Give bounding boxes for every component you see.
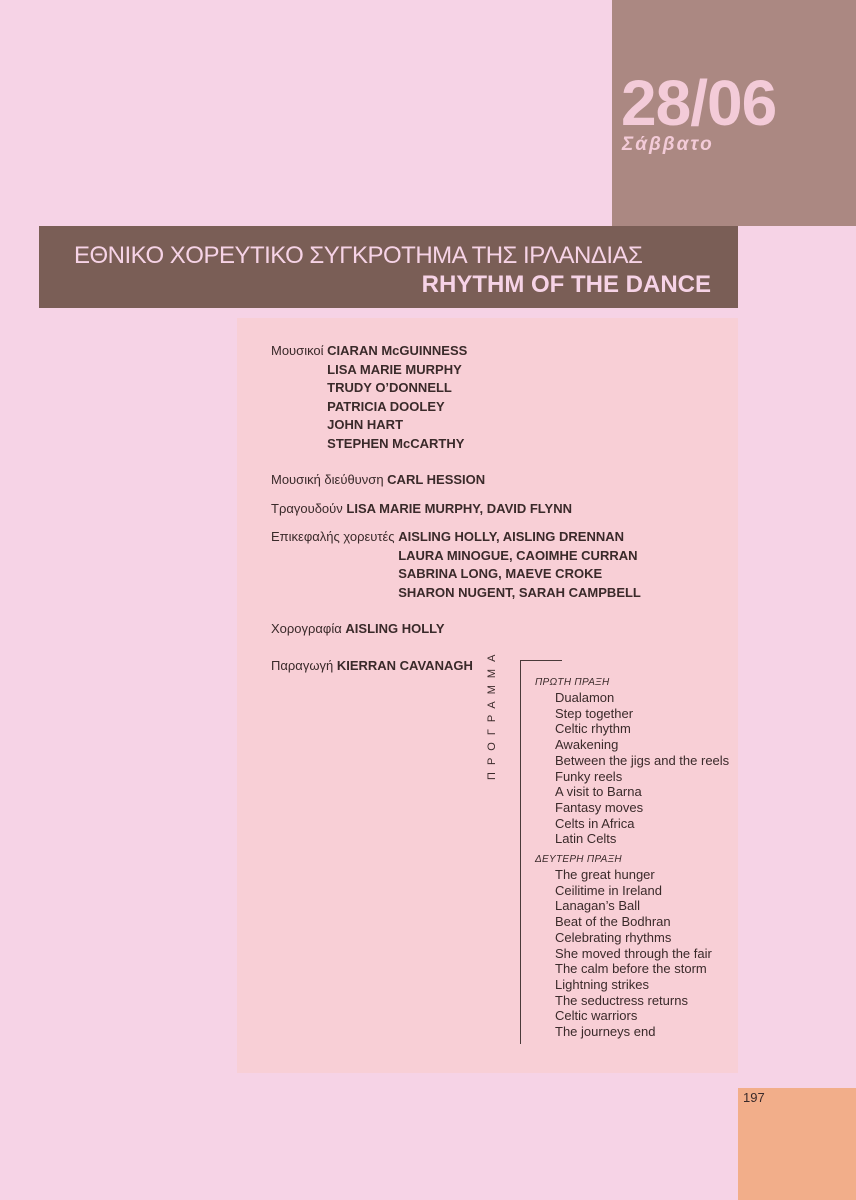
credit-label: Χορογραφία bbox=[271, 621, 342, 636]
credit-name: CIARAN McGUINNESS bbox=[327, 343, 468, 358]
act-items bbox=[535, 867, 729, 1040]
credit-name: LISA MARIE MURPHY bbox=[327, 361, 462, 377]
program-item: The great hunger bbox=[555, 867, 655, 883]
page-number-box bbox=[738, 1088, 856, 1200]
credit-musical-direction bbox=[271, 471, 641, 490]
credit-choreography bbox=[271, 620, 641, 639]
act-heading: ΠΡΩΤΗ ΠΡΑΞΗ bbox=[535, 677, 610, 688]
credit-name: JOHN HART bbox=[327, 417, 404, 432]
program-item: Ceilitime in Ireland bbox=[555, 882, 662, 898]
program-item: Awakening bbox=[555, 737, 619, 753]
performance-date: 28/06 bbox=[621, 67, 777, 139]
program-item: Latin Celts bbox=[555, 831, 617, 847]
program-list bbox=[535, 676, 729, 1040]
credit-name: AISLING HOLLY, AISLING DRENNAN bbox=[398, 529, 625, 544]
credit-name: LAURA MINOGUE, CAOIMHE CURRAN bbox=[398, 547, 638, 563]
title-bar bbox=[39, 226, 738, 308]
program-item: Step together bbox=[555, 705, 634, 721]
credits bbox=[271, 342, 641, 675]
credit-singers bbox=[271, 500, 641, 519]
credit-label: Παραγωγή bbox=[271, 657, 334, 673]
credit-name: STEPHEN McCARTHY bbox=[327, 435, 465, 451]
program-item: She moved through the fair bbox=[555, 945, 712, 961]
performance-day: Σάββατο bbox=[622, 134, 714, 155]
date-box bbox=[612, 0, 856, 226]
program-rule-horizontal bbox=[520, 660, 562, 661]
program-item: A visit to Barna bbox=[555, 784, 642, 800]
credit-label: Επικεφαλής χορευτές bbox=[271, 529, 395, 544]
credit-name: PATRICIA DOOLEY bbox=[327, 398, 445, 414]
program-item: The journeys end bbox=[555, 1024, 656, 1040]
credit-name: SABRINA LONG, MAEVE CROKE bbox=[398, 566, 603, 581]
credit-name: KIERRAN CAVANAGH bbox=[336, 657, 473, 673]
program-rule-vertical bbox=[520, 660, 521, 1044]
program-label: ΠΡΟΓΡΑΜΜΑ bbox=[486, 647, 498, 780]
credit-name: CARL HESSION bbox=[387, 472, 486, 487]
credit-musicians bbox=[271, 342, 641, 453]
program-item: Lanagan’s Ball bbox=[555, 898, 641, 914]
program-item: Fantasy moves bbox=[555, 799, 644, 815]
program-item: Funky reels bbox=[555, 768, 623, 784]
credit-name: AISLING HOLLY bbox=[345, 621, 445, 636]
credit-label: Μουσική διεύθυνση bbox=[271, 472, 384, 487]
act-items bbox=[535, 690, 729, 847]
credit-name: LISA MARIE MURPHY, DAVID FLYNN bbox=[346, 500, 572, 516]
program-item: The calm before the storm bbox=[555, 961, 707, 977]
program-item: The seductress returns bbox=[555, 992, 688, 1008]
program-item: Between the jigs and the reels bbox=[555, 752, 730, 768]
credit-name: SHARON NUGENT, SARAH CAMPBELL bbox=[398, 584, 641, 600]
program-item: Dualamon bbox=[555, 690, 615, 705]
title-greek: ΕΘΝΙΚΟ ΧΟΡΕΥΤΙΚΟ ΣΥΓΚΡΟΤΗΜΑ ΤΗΣ ΙΡΛΑΝΔΙΑΣ bbox=[74, 242, 643, 269]
program-item: Celebrating rhythms bbox=[555, 929, 672, 945]
program-item: Celtic warriors bbox=[555, 1008, 638, 1024]
title-english: RHYTHM OF THE DANCE bbox=[421, 271, 711, 298]
page-number: 197 bbox=[743, 1090, 765, 1105]
act-heading: ΔΕΥΤΕΡΗ ΠΡΑΞΗ bbox=[535, 854, 622, 866]
credit-label: Μουσικοί bbox=[271, 343, 324, 358]
credit-label: Τραγουδούν bbox=[271, 500, 343, 516]
credit-lead-dancers bbox=[271, 528, 641, 602]
credit-production bbox=[271, 657, 641, 676]
program-item: Lightning strikes bbox=[555, 976, 649, 992]
program-item: Beat of the Bodhran bbox=[555, 914, 671, 930]
program-item: Celts in Africa bbox=[555, 815, 635, 831]
credit-name: TRUDY O’DONNELL bbox=[327, 380, 452, 395]
program-item: Celtic rhythm bbox=[555, 721, 631, 737]
